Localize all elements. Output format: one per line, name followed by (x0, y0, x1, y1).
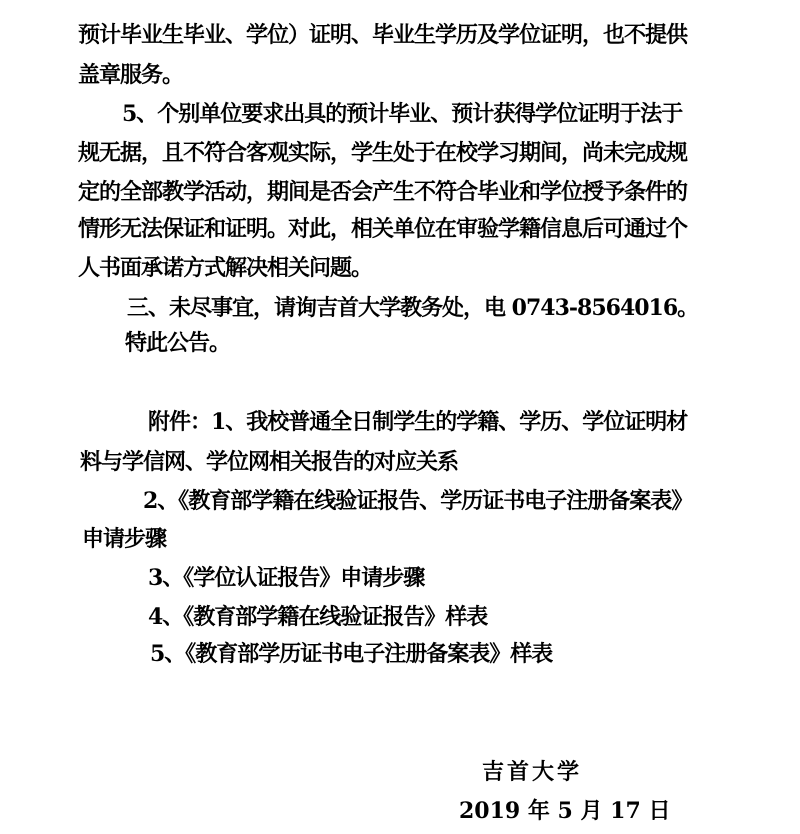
body-line-5: 定的全部教学活动，期间是否会产生不符合毕业和学位授予条件的 (78, 179, 688, 205)
attachment-line-5: 3、《学位认证报告》申请步骤 (148, 565, 425, 591)
body-line-9: 特此公告。 (125, 330, 231, 356)
attachment-line-7: 5、《教育部学历证书电子注册备案表》样表 (150, 641, 553, 667)
body-line-3: 5、个别单位要求出具的预计毕业、预计获得学位证明于法于 (122, 101, 683, 127)
body-line-6: 情形无法保证和证明。对此，相关单位在审验学籍信息后可通过个 (78, 216, 688, 242)
body-line-4: 规无据，且不符合客观实际，学生处于在校学习期间，尚未完成规 (78, 140, 688, 166)
attachment-line-1: 附件：1、我校普通全日制学生的学籍、学历、学位证明材 (148, 409, 688, 435)
body-line-2: 盖章服务。 (78, 62, 184, 88)
signature-organization: 吉首大学 (482, 759, 583, 785)
attachment-line-2: 料与学信网、学位网相关报告的对应关系 (80, 449, 459, 475)
body-line-8: 三、未尽事宜，请询吉首大学教务处，电 0743-8564016。 (127, 295, 699, 321)
attachment-line-4: 申请步骤 (82, 526, 167, 552)
signature-date: 2019 年 5 月 17 日 (459, 798, 671, 824)
body-line-7: 人书面承诺方式解决相关问题。 (78, 255, 373, 281)
attachment-line-6: 4、《教育部学籍在线验证报告》样表 (148, 604, 488, 630)
attachment-line-3: 2、《教育部学籍在线验证报告、学历证书电子注册备案表》 (143, 488, 693, 514)
body-line-1: 预计毕业生毕业、学位）证明、毕业生学历及学位证明，也不提供 (78, 22, 688, 48)
